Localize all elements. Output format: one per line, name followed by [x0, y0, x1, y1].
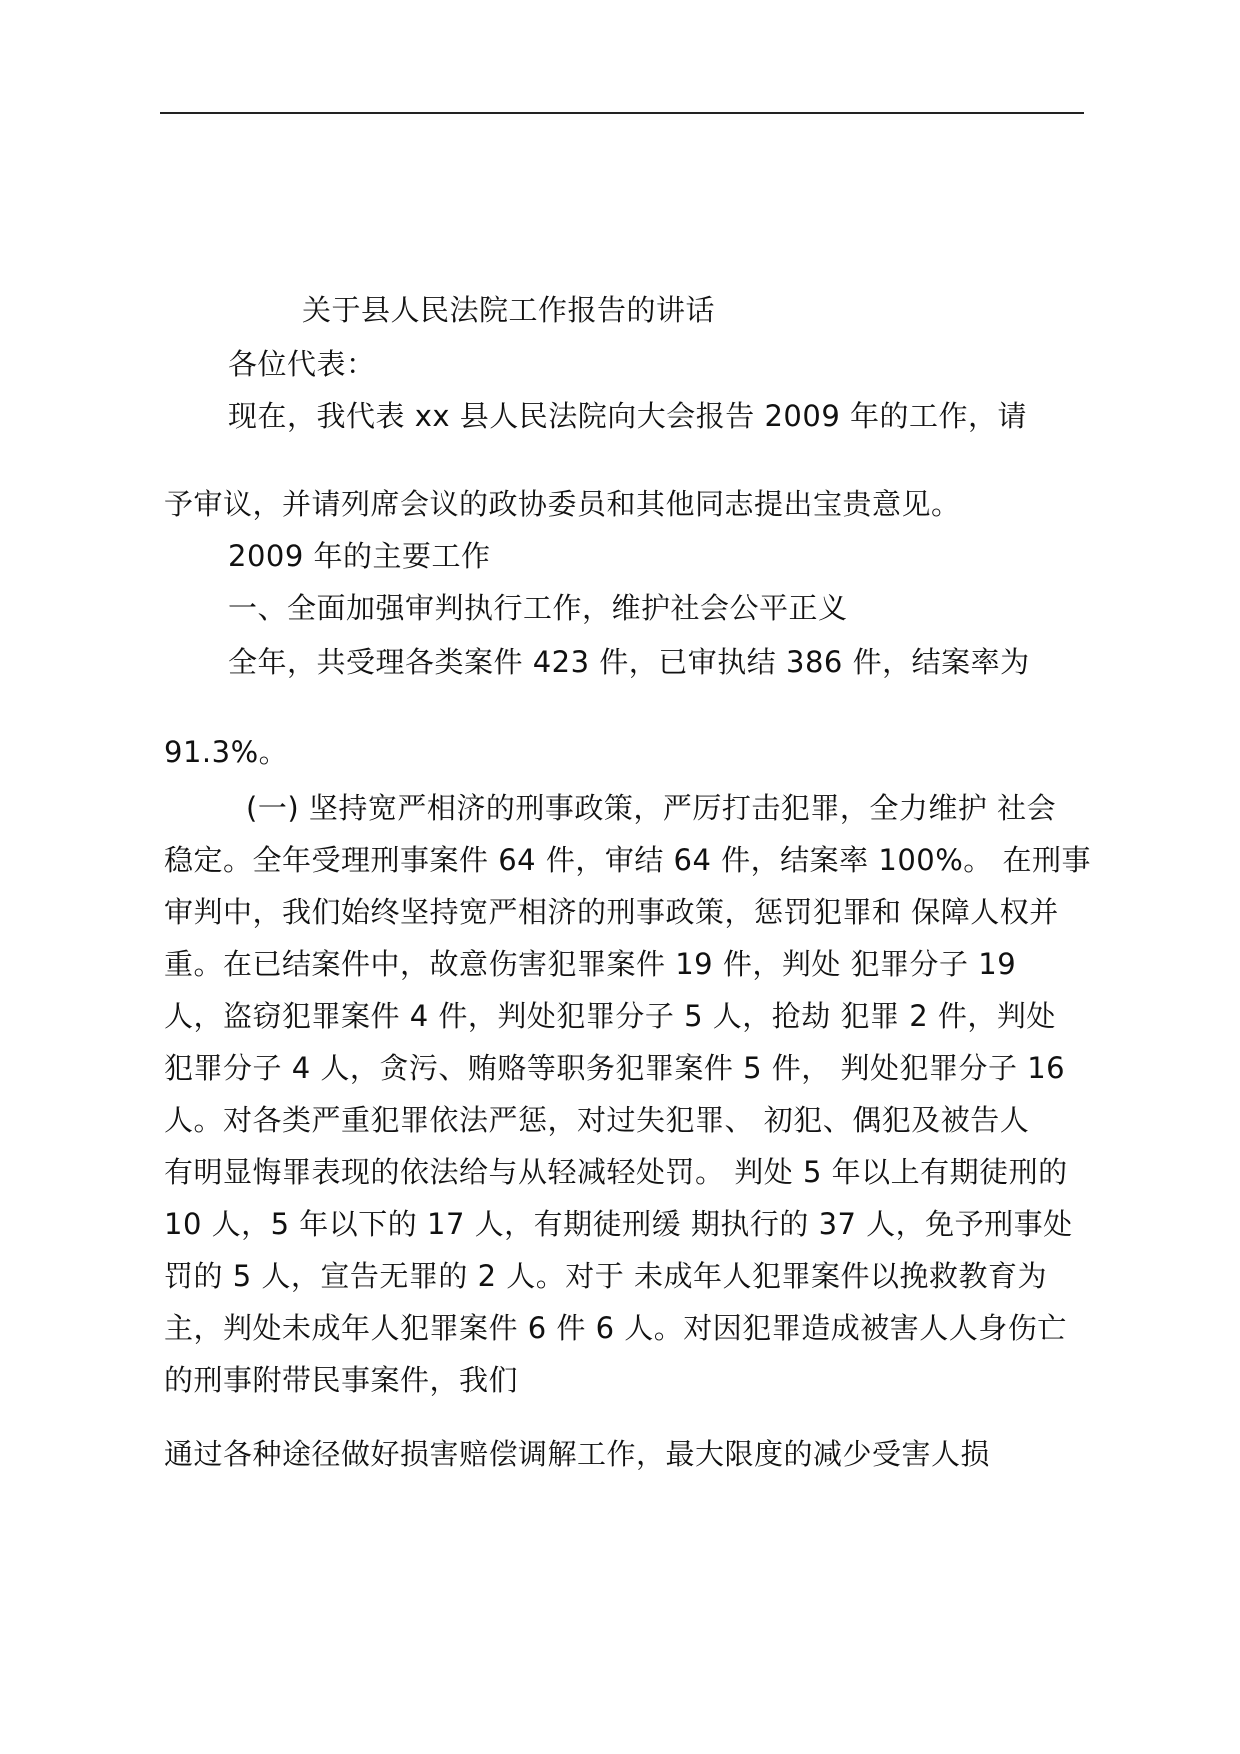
section-heading: 一、全面加强审判执行工作，维护社会公平正义	[228, 591, 848, 625]
body-line: 全年，共受理各类案件 423 件，已审执结 386 件，结案率为	[228, 645, 1030, 679]
body-line: 人，盗窃犯罪案件 4 件，判处犯罪分子 5 人，抢劫 犯罪 2 件，判处	[164, 999, 1056, 1033]
header-rule	[160, 112, 1084, 114]
document-title: 关于县人民法院工作报告的讲话	[302, 293, 716, 327]
body-line: 犯罪分子 4 人，贪污、贿赂等职务犯罪案件 5 件， 判处犯罪分子 16	[164, 1051, 1066, 1085]
body-line: 罚的 5 人，宣告无罪的 2 人。对于 未成年人犯罪案件以挽救教育为	[164, 1259, 1047, 1293]
body-line: 的刑事附带民事案件，我们	[164, 1363, 519, 1397]
body-line: 予审议，并请列席会议的政协委员和其他同志提出宝贵意见。	[164, 487, 961, 521]
body-line: 有明显悔罪表现的依法给与从轻减轻处罚。 判处 5 年以上有期徒刑的	[164, 1155, 1068, 1189]
section-heading: 2009 年的主要工作	[228, 539, 491, 573]
body-line: 通过各种途径做好损害赔偿调解工作，最大限度的减少受害人损	[164, 1437, 991, 1471]
body-line: 91.3%。	[164, 735, 289, 769]
body-line: 人。对各类严重犯罪依法严惩，对过失犯罪、 初犯、偶犯及被告人	[164, 1103, 1030, 1137]
body-line: 稳定。全年受理刑事案件 64 件，审结 64 件，结案率 100%。 在刑事	[164, 843, 1092, 877]
salutation: 各位代表：	[228, 347, 376, 381]
body-line: 10 人，5 年以下的 17 人，有期徒刑缓 期执行的 37 人，免予刑事处	[164, 1207, 1073, 1241]
subsection-heading: (一) 坚持宽严相济的刑事政策，严厉打击犯罪，全力维护 社会	[246, 791, 1057, 825]
body-line: 重。在已结案件中，故意伤害犯罪案件 19 件，判处 犯罪分子 19	[164, 947, 1017, 981]
body-line: 现在，我代表 xx 县人民法院向大会报告 2009 年的工作，请	[228, 399, 1028, 433]
body-line: 审判中，我们始终坚持宽严相济的刑事政策，惩罚犯罪和 保障人权并	[164, 895, 1059, 929]
body-line: 主，判处未成年人犯罪案件 6 件 6 人。对因犯罪造成被害人人身伤亡	[164, 1311, 1067, 1345]
